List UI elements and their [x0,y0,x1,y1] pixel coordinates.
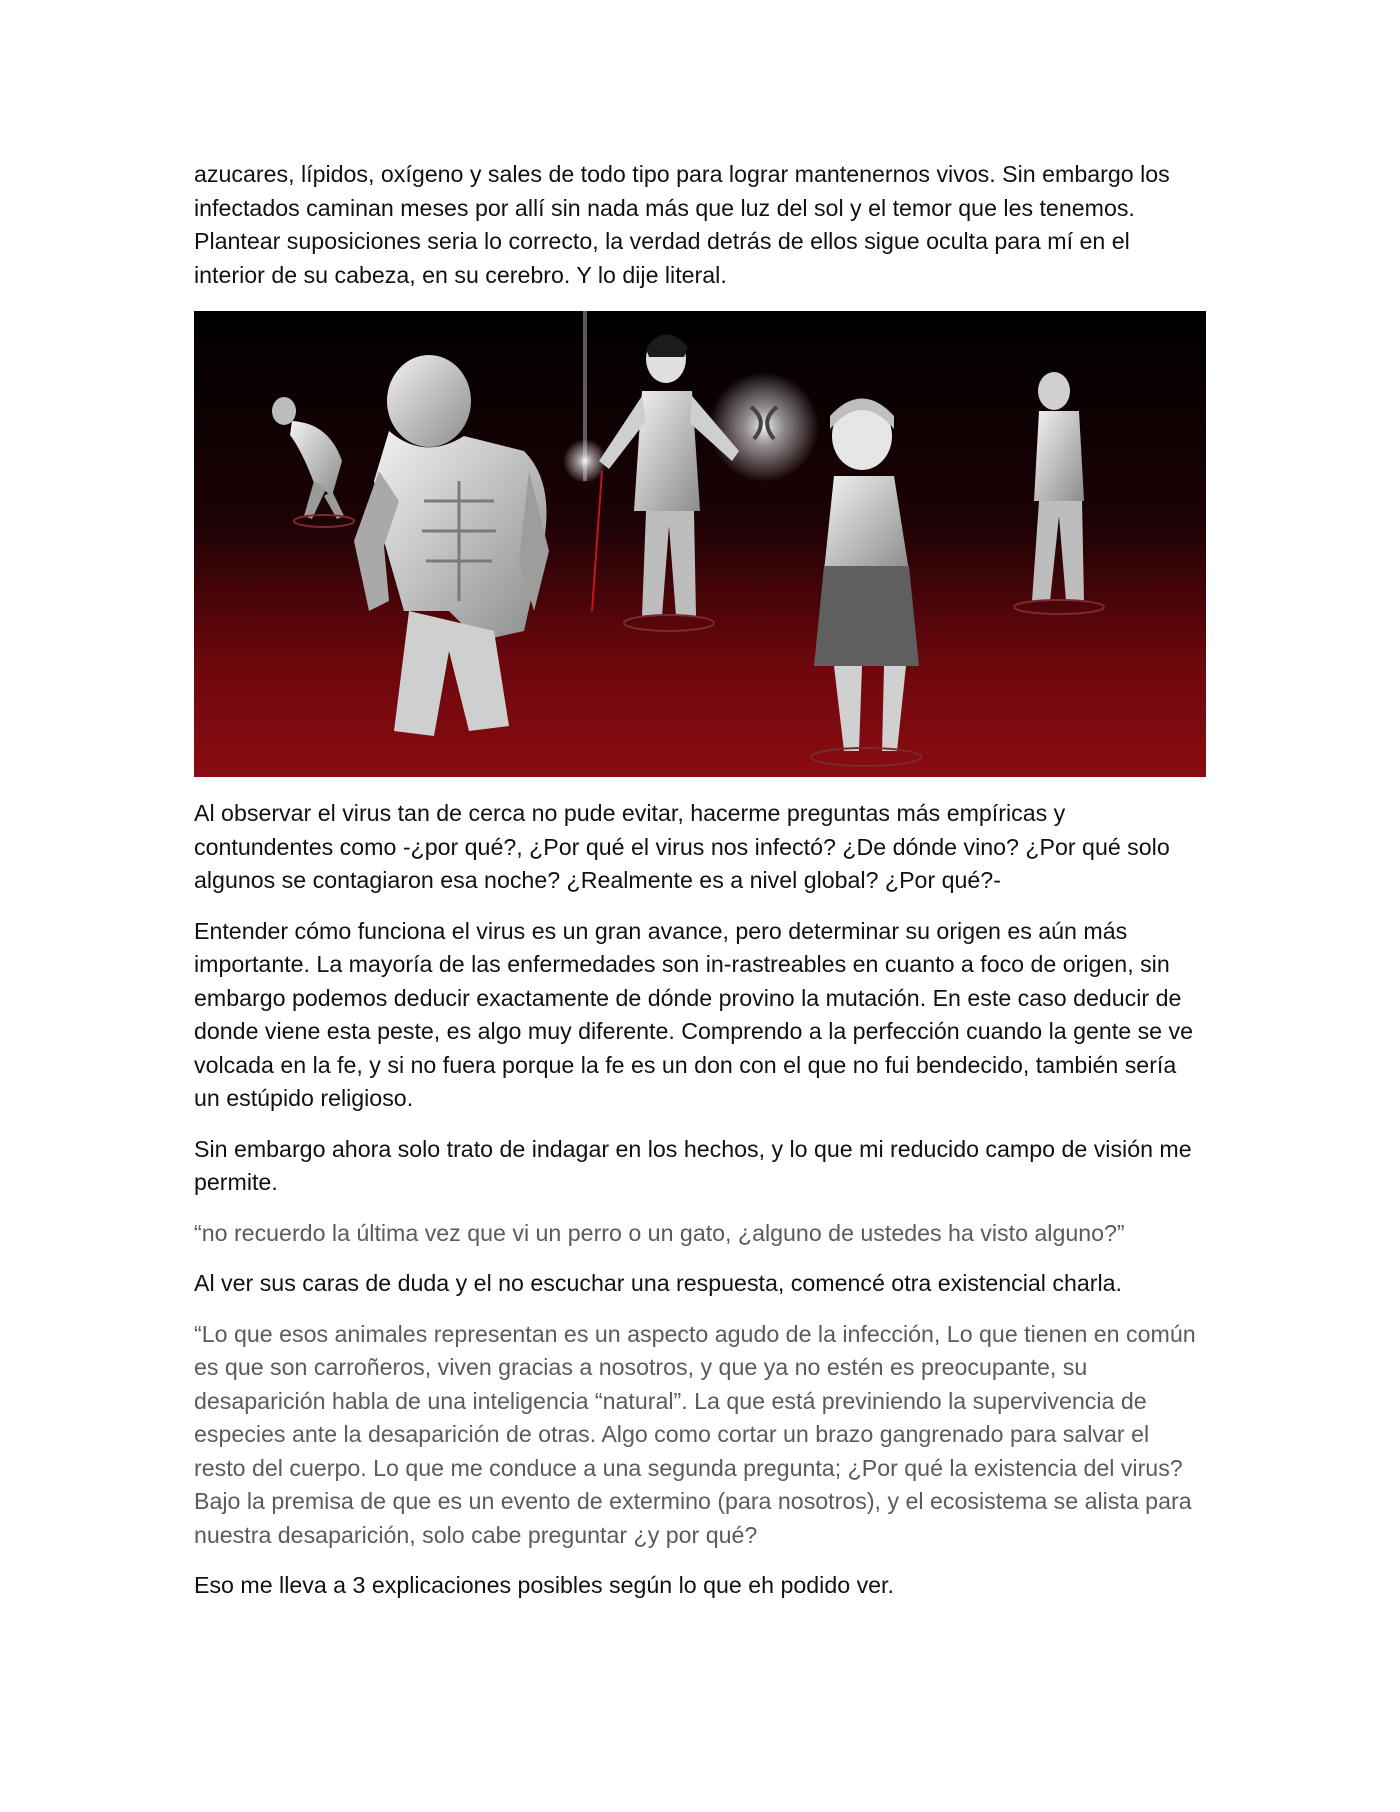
illustration-art [194,311,1206,777]
virus-orb-icon [709,372,819,482]
quote-2: “Lo que esos animales representan es un aspecto agudo de la infección, Lo que tienen en común es que son carroñeros, viven gracias a nosotros, y que ya no estén es preocupante, su desaparición habla de una inteligencia “natural”. La que está previniendo la supervivencia de especies ante la desaparición de otras. Algo como cortar un brazo gangrenado para salvar el resto del cuerpo. Lo que me conduce a una segunda pregunta; ¿Por qué la existencia del virus? Bajo la premisa de que es un evento de extermino (para nosotros), y el ecosistema se alista para nuestra desaparición, solo cabe preguntar ¿y por qué? [194,1320,1196,1548]
paragraph-2: Al observar el virus tan de cerca no pude evitar, hacerme preguntas más empíricas y contundentes como -¿por qué?, ¿Por qué el virus nos infectó? ¿De dónde vino? ¿Por qué solo algunos se contagiaron esa noche? ¿Realmente es a nivel global? ¿Por qué?- [194,800,1170,893]
paragraph-5: Al ver sus caras de duda y el no escuchar una respuesta, comencé otra existencial charla. [194,1270,1122,1296]
paragraph-4: Sin embargo ahora solo trato de indagar en los hechos, y lo que mi reducido campo de visión me permite. [194,1135,1192,1195]
illustration [194,311,1206,777]
paragraph-1: azucares, lípidos, oxígeno y sales de todo tipo para lograr mantenernos vivos. Sin embargo los infectados caminan meses por allí sin nada más que luz del sol y el temor que les tenemos. Plantear suposiciones seria lo correcto, la verdad detrás de ellos sigue oculta para mí en el interior de su cabeza, en su cerebro. Y lo dije literal. [194,161,1170,288]
paragraph-3: Entender cómo funciona el virus es un gran avance, pero determinar su origen es aún más importante. La mayoría de las enfermedades son in-rastreables en cuanto a foco de origen, sin embargo podemos deducir exactamente de dónde provino la mutación. En este caso deducir de donde viene esta peste, es algo muy diferente. Comprendo a la perfección cuando la gente se ve volcada en la fe, y si no fuera porque la fe es un don con el que no fui bendecido, también sería un estúpido religioso. [194,917,1193,1111]
page-content [194,158,1206,1620]
quote-1: “no recuerdo la última vez que vi un perro o un gato, ¿alguno de ustedes ha visto alguno?” [194,1219,1125,1246]
paragraph-6: Eso me lleva a 3 explicaciones posibles según lo que eh podido ver. [194,1572,894,1598]
